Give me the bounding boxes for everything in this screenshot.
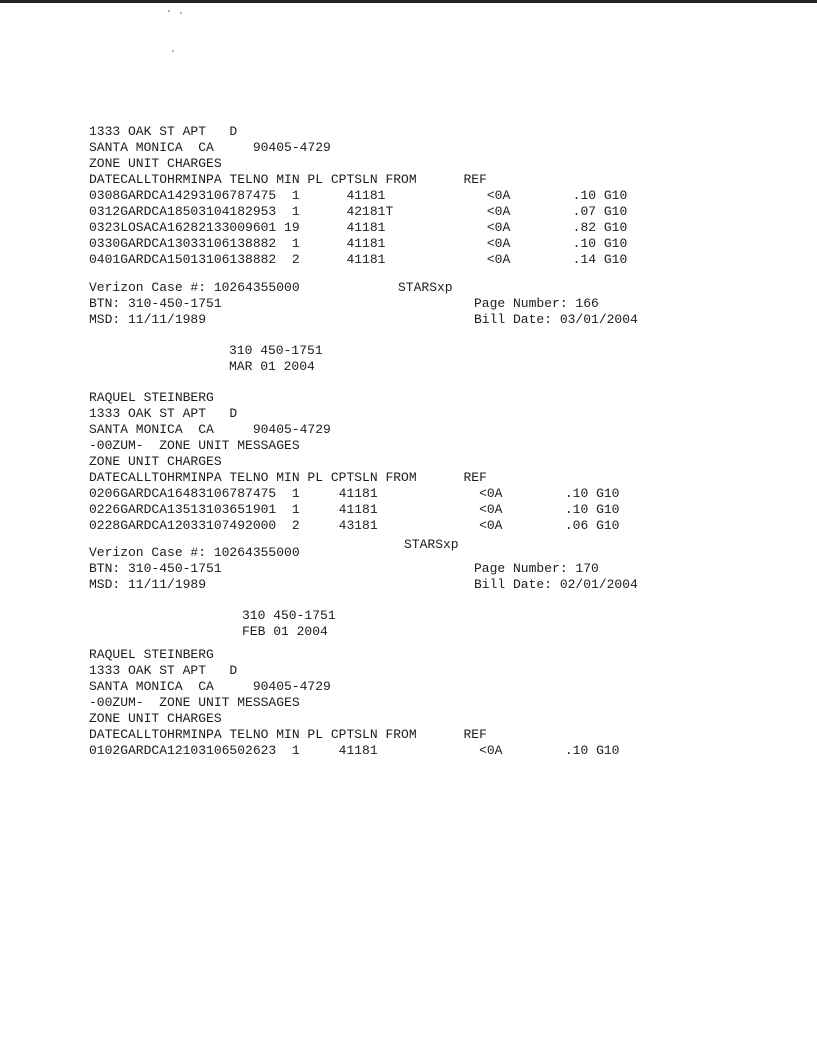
table-row: 0312GARDCA18503104182953 1 42181T <0A .07 G10 [89,204,628,219]
address-line: 1333 OAK ST APT D [89,124,238,139]
stars-label: STARSxp [398,280,453,295]
statement-date: FEB 01 2004 [242,624,328,639]
table-row: 0401GARDCA15013106138882 2 41181 <0A .14 G10 [89,252,628,267]
column-header: DATECALLTOHRMINPA TELNO MIN PL CPTSLN FROM REF [89,172,487,187]
phone-number: 310 450-1751 [229,343,323,358]
btn-line: BTN: 310-450-1751 [89,561,222,576]
msd-line: MSD: 11/11/1989 [89,577,207,592]
zone-charges-heading: ZONE UNIT CHARGES [89,711,222,726]
scan-speck [180,12,182,14]
scan-edge [0,0,817,3]
column-header: DATECALLTOHRMINPA TELNO MIN PL CPTSLN FROM REF [89,727,487,742]
statement-date: MAR 01 2004 [229,359,315,374]
city-line: SANTA MONICA CA 90405-4729 [89,679,331,694]
scan-speck [172,50,174,52]
table-row: 0206GARDCA16483106787475 1 41181 <0A .10 G10 [89,486,620,501]
table-row: 0102GARDCA12103106502623 1 41181 <0A .10 G10 [89,743,620,758]
stars-label: STARSxp [404,537,459,552]
btn-line: BTN: 310-450-1751 [89,296,222,311]
city-line: SANTA MONICA CA 90405-4729 [89,140,331,155]
address-line: 1333 OAK ST APT D [89,663,238,678]
city-line: SANTA MONICA CA 90405-4729 [89,422,331,437]
table-row: 0228GARDCA12033107492000 2 43181 <0A .06 G10 [89,518,620,533]
address-line: 1333 OAK ST APT D [89,406,238,421]
zone-charges-heading: ZONE UNIT CHARGES [89,156,222,171]
case-number: Verizon Case #: 10264355000 [89,280,300,295]
phone-number: 310 450-1751 [242,608,336,623]
customer-name: RAQUEL STEINBERG [89,390,214,405]
scan-speck [168,10,170,12]
table-row: 0308GARDCA14293106787475 1 41181 <0A .10 G10 [89,188,628,203]
page-number: Page Number: 170 [474,561,599,576]
case-number: Verizon Case #: 10264355000 [89,545,300,560]
msd-line: MSD: 11/11/1989 [89,312,207,327]
page-number: Page Number: 166 [474,296,599,311]
customer-name: RAQUEL STEINBERG [89,647,214,662]
zone-messages-heading: -00ZUM- ZONE UNIT MESSAGES [89,438,300,453]
zone-messages-heading: -00ZUM- ZONE UNIT MESSAGES [89,695,300,710]
table-row: 0226GARDCA13513103651901 1 41181 <0A .10 G10 [89,502,620,517]
bill-date: Bill Date: 03/01/2004 [474,312,638,327]
column-header: DATECALLTOHRMINPA TELNO MIN PL CPTSLN FROM REF [89,470,487,485]
bill-date: Bill Date: 02/01/2004 [474,577,638,592]
table-row: 0323LOSACA16282133009601 19 41181 <0A .82 G10 [89,220,628,235]
table-row: 0330GARDCA13033106138882 1 41181 <0A .10 G10 [89,236,628,251]
zone-charges-heading: ZONE UNIT CHARGES [89,454,222,469]
